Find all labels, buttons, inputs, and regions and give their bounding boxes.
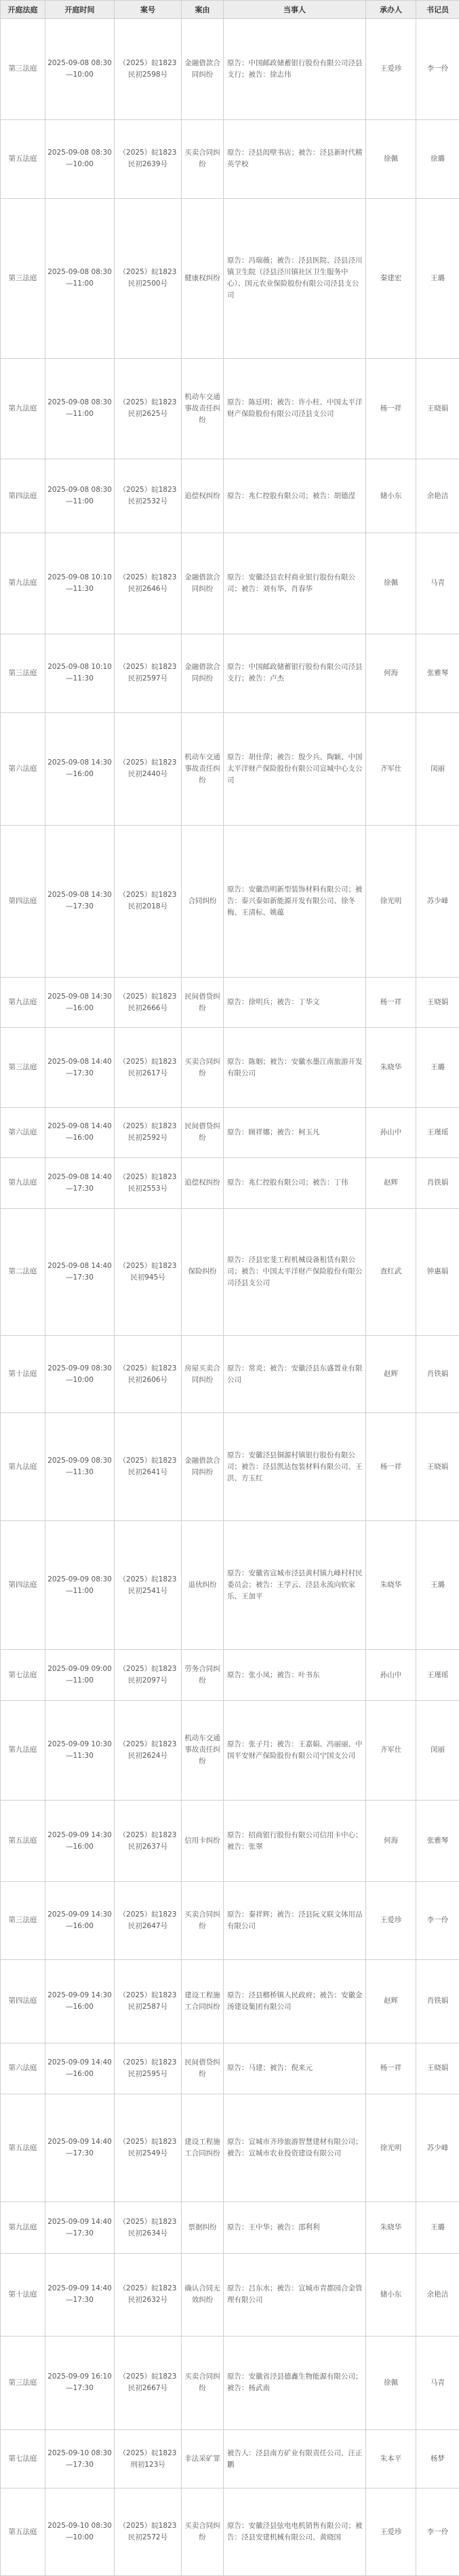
cell-time: 2025-09-09 16:10—17:30 [45, 2336, 115, 2430]
cell-court: 第九法庭 [1, 533, 45, 634]
cell-clerk: 王瑾瑶 [416, 1650, 459, 1700]
table-row [1, 634, 459, 712]
cell-judge: 杨一祥 [366, 1413, 416, 1521]
cell-court: 第五法庭 [1, 1801, 45, 1882]
cell-court: 第七法庭 [1, 1650, 45, 1700]
table-row [1, 1650, 459, 1700]
table-row [1, 978, 459, 1028]
header-row [1, 1, 459, 19]
cell-court: 第四法庭 [1, 1521, 45, 1650]
cell-cause: 金融借款合同纠纷 [182, 1413, 224, 1521]
cell-clerk: 王璐 [416, 1521, 459, 1650]
cell-judge: 赵辉 [366, 1959, 416, 2043]
cell-case-no: （2025）皖1823民初2592号 [115, 1107, 182, 1157]
cell-time: 2025-09-08 14:30—16:00 [45, 978, 115, 1028]
cell-judge: 查红武 [366, 1208, 416, 1335]
cell-time: 2025-09-08 08:30—10:00 [45, 19, 115, 120]
table-row [1, 2253, 459, 2336]
cell-cause: 追偿权纠纷 [182, 459, 224, 533]
cell-cause: 票据纠纷 [182, 2202, 224, 2254]
cell-cause: 追偿权纠纷 [182, 1158, 224, 1208]
cell-judge: 赵辉 [366, 1335, 416, 1412]
cell-cause: 买卖合同纠纷 [182, 2488, 224, 2576]
cell-clerk: 李一伶 [416, 1882, 459, 1959]
cell-clerk: 张雅琴 [416, 1801, 459, 1882]
cell-parties: 原告：顾祥娜；被告：柯玉凡 [224, 1107, 366, 1157]
cell-court: 第九法庭 [1, 2202, 45, 2254]
cell-judge: 徐佩 [366, 533, 416, 634]
cell-cause: 建设工程施工合同纠纷 [182, 1959, 224, 2043]
cell-parties: 原告：招商银行股份有限公司信用卡中心；被告：张翠 [224, 1801, 366, 1882]
cell-court: 第七法庭 [1, 2430, 45, 2488]
cell-case-no: （2025）皖1823民初2634号 [115, 2202, 182, 2254]
cell-cause: 机动车交通事故责任纠纷 [182, 712, 224, 825]
cell-time: 2025-09-08 14:30—17:30 [45, 825, 115, 978]
cell-time: 2025-09-08 10:10—11:30 [45, 634, 115, 712]
col-header-time: 开庭时间 [45, 1, 115, 19]
cell-case-no: （2025）皖1823民初2500号 [115, 198, 182, 358]
cell-case-no: （2025）皖1823刑初123号 [115, 2430, 182, 2488]
cell-case-no: （2025）皖1823民初2532号 [115, 459, 182, 533]
cell-court: 第九法庭 [1, 978, 45, 1028]
cell-clerk: 王晓娟 [416, 358, 459, 459]
cell-case-no: （2025）皖1823民初2587号 [115, 1959, 182, 2043]
cell-cause: 退伙纠纷 [182, 1521, 224, 1650]
cell-court: 第三法庭 [1, 2336, 45, 2430]
cell-cause: 金融借款合同纠纷 [182, 533, 224, 634]
cell-parties: 原告：徐明兵；被告：丁华文 [224, 978, 366, 1028]
cell-cause: 买卖合同纠纷 [182, 1882, 224, 1959]
cell-judge: 朱晓华 [366, 1521, 416, 1650]
cell-cause: 买卖合同纠纷 [182, 1028, 224, 1107]
table-row [1, 1028, 459, 1107]
cell-court: 第六法庭 [1, 1107, 45, 1157]
cell-clerk: 马青 [416, 2336, 459, 2430]
table-row [1, 1882, 459, 1959]
cell-parties: 原告：泾县闳壁书店；被告：泾县新时代精英学校 [224, 119, 366, 198]
cell-clerk: 肖铁娟 [416, 1158, 459, 1208]
cell-parties: 原告：陈廷明；被告：许小柱、中国太平洋财产保险股份有限公司泾县支公司 [224, 358, 366, 459]
cell-parties: 原告：泾县榔桥镇人民政府；被告：安徽金汤建设集团有限公司 [224, 1959, 366, 2043]
cell-judge: 齐军仕 [366, 712, 416, 825]
cell-judge: 王爱珍 [366, 1882, 416, 1959]
cell-case-no: （2025）皖1823民初2549号 [115, 2094, 182, 2202]
table-row [1, 1959, 459, 2043]
cell-cause: 信用卡纠纷 [182, 1801, 224, 1882]
table-row [1, 1208, 459, 1335]
cell-parties: 原告：秦祥辉；被告：泾县阮义联文体用品有限公司 [224, 1882, 366, 1959]
cell-case-no: （2025）皖1823民初2632号 [115, 2253, 182, 2336]
cell-judge: 何海 [366, 634, 416, 712]
cell-time: 2025-09-09 14:40—17:30 [45, 2094, 115, 2202]
cell-court: 第六法庭 [1, 2043, 45, 2094]
cell-court: 第四法庭 [1, 459, 45, 533]
cell-clerk: 王璐 [416, 2202, 459, 2254]
cell-case-no: （2025）皖1823民初2597号 [115, 634, 182, 712]
cell-clerk: 杨梦 [416, 2430, 459, 2488]
cell-clerk: 王晓娟 [416, 1413, 459, 1521]
cell-cause: 机动车交通事故责任纠纷 [182, 1700, 224, 1800]
cell-parties: 被告人：泾县南方矿业有限责任公司、汪正鹏 [224, 2430, 366, 2488]
cell-parties: 原告：安徽泾县农村商业银行股份有限公司；被告：刘有华、肖春华 [224, 533, 366, 634]
cell-time: 2025-09-09 14:30—16:00 [45, 1801, 115, 1882]
cell-time: 2025-09-09 14:40—17:30 [45, 2253, 115, 2336]
cell-court: 第九法庭 [1, 1413, 45, 1521]
cell-case-no: （2025）皖1823民初945号 [115, 1208, 182, 1335]
cell-parties: 原告：中国邮政储蓄银行股份有限公司泾县支行；被告：徐志伟 [224, 19, 366, 120]
cell-judge: 赵辉 [366, 1158, 416, 1208]
cell-time: 2025-09-09 14:30—16:00 [45, 1882, 115, 1959]
cell-cause: 金融借款合同纠纷 [182, 19, 224, 120]
table-row [1, 825, 459, 978]
table-row [1, 198, 459, 358]
table-row [1, 2043, 459, 2094]
cell-parties: 原告：安徽泾县弦电电机销售有限公司；被告：泾县安建机械有限公司、黄晓国 [224, 2488, 366, 2576]
cell-judge: 王爱珍 [366, 2488, 416, 2576]
cell-case-no: （2025）皖1823民初2624号 [115, 1700, 182, 1800]
cell-clerk: 王晓娟 [416, 2043, 459, 2094]
cell-clerk: 肖铁娟 [416, 1959, 459, 2043]
cell-parties: 原告：陈姻；被告：安徽水墨江南旅游开发有限公司 [224, 1028, 366, 1107]
cell-time: 2025-09-08 14:40—17:30 [45, 1208, 115, 1335]
cell-time: 2025-09-10 08:30—10:00 [45, 2488, 115, 2576]
table-row [1, 2336, 459, 2430]
cell-court: 第九法庭 [1, 1158, 45, 1208]
cell-judge: 朱晓华 [366, 1028, 416, 1107]
cell-parties: 原告：王中华；被告：邵利利 [224, 2202, 366, 2254]
cell-court: 第三法庭 [1, 19, 45, 120]
cell-judge: 杨一祥 [366, 2043, 416, 2094]
cell-case-no: （2025）皖1823民初2641号 [115, 1413, 182, 1521]
col-header-court: 开庭法庭 [1, 1, 45, 19]
cell-clerk: 闵丽 [416, 712, 459, 825]
col-header-judge: 承办人 [366, 1, 416, 19]
cell-time: 2025-09-09 14:40—17:30 [45, 2202, 115, 2254]
cell-case-no: （2025）皖1823民初2595号 [115, 2043, 182, 2094]
cell-judge: 徐佩 [366, 2336, 416, 2430]
table-row [1, 119, 459, 198]
cell-time: 2025-09-09 14:30—16:00 [45, 1959, 115, 2043]
cell-judge: 朱晓华 [366, 2202, 416, 2254]
cell-clerk: 闵丽 [416, 1700, 459, 1800]
table-row [1, 1700, 459, 1800]
cell-cause: 房屋买卖合同纠纷 [182, 1335, 224, 1412]
cell-clerk: 肖铁娟 [416, 1335, 459, 1412]
cell-parties: 原告：兆仁控股有限公司；被告：丁伟 [224, 1158, 366, 1208]
cell-cause: 健康权纠纷 [182, 198, 224, 358]
cell-case-no: （2025）皖1823民初2598号 [115, 19, 182, 120]
table-row [1, 1107, 459, 1157]
cell-clerk: 钟惠娟 [416, 1208, 459, 1335]
cell-case-no: （2025）皖1823民初2018号 [115, 825, 182, 978]
cell-court: 第三法庭 [1, 634, 45, 712]
cell-clerk: 余艳洁 [416, 459, 459, 533]
table-row [1, 1413, 459, 1521]
cell-cause: 机动车交通事故责任纠纷 [182, 358, 224, 459]
cell-parties: 原告：安徽泾县铜源村镇银行股份有限公司；被告：泾县凯达包装材料有限公司、王洪、方玉红 [224, 1413, 366, 1521]
cell-case-no: （2025）皖1823民初2647号 [115, 1882, 182, 1959]
cell-cause: 合同纠纷 [182, 825, 224, 978]
col-header-case-no: 案号 [115, 1, 182, 19]
cell-time: 2025-09-09 14:40—16:00 [45, 2043, 115, 2094]
cell-parties: 原告：安徽浩明新型装饰材料有限公司；被告：泰兴泰如新能源开发有限公司、徐冬梅、王清标、姚蕴 [224, 825, 366, 978]
cell-cause: 确认合同无效纠纷 [182, 2253, 224, 2336]
cell-clerk: 王璐 [416, 198, 459, 358]
cell-court: 第三法庭 [1, 1028, 45, 1107]
cell-judge: 孙山中 [366, 1650, 416, 1700]
cell-time: 2025-09-09 08:30—10:00 [45, 1335, 115, 1412]
cell-judge: 何海 [366, 1801, 416, 1882]
cell-case-no: （2025）皖1823民初2637号 [115, 1801, 182, 1882]
cell-judge: 杨一祥 [366, 358, 416, 459]
cell-court: 第九法庭 [1, 1700, 45, 1800]
cell-court: 第五法庭 [1, 119, 45, 198]
cell-cause: 民间借贷纠纷 [182, 1107, 224, 1157]
cell-case-no: （2025）皖1823民初2541号 [115, 1521, 182, 1650]
cell-cause: 民间借贷纠纷 [182, 2043, 224, 2094]
cell-judge: 储小东 [366, 459, 416, 533]
cell-parties: 原告：胡仕萍；被告：殷少兵、陶颖、中国太平洋财产保险股份有限公司宣城中心支公司 [224, 712, 366, 825]
cell-court: 第四法庭 [1, 1959, 45, 2043]
cell-judge: 孙山中 [366, 1107, 416, 1157]
cell-parties: 原告：常炎；被告：安徽泾县东盛置业有限公司 [224, 1335, 366, 1412]
table-row [1, 712, 459, 825]
cell-time: 2025-09-08 14:40—17:30 [45, 1028, 115, 1107]
cell-judge: 王爱珍 [366, 19, 416, 120]
cell-judge: 齐军仕 [366, 1700, 416, 1800]
cell-time: 2025-09-08 08:30—11:00 [45, 459, 115, 533]
cell-parties: 原告：安徽省泾县德鑫生物能源有限公司；被告：杨武南 [224, 2336, 366, 2430]
cell-court: 第三法庭 [1, 1882, 45, 1959]
cell-clerk: 马青 [416, 533, 459, 634]
cell-judge: 徐光明 [366, 825, 416, 978]
cell-clerk: 张雅琴 [416, 634, 459, 712]
table-row [1, 1335, 459, 1412]
cell-court: 第九法庭 [1, 358, 45, 459]
cell-clerk: 李一伶 [416, 2488, 459, 2576]
cell-parties: 原告：张小凤；被告：叶书东 [224, 1650, 366, 1700]
cell-clerk: 苏少峰 [416, 825, 459, 978]
table-row [1, 2430, 459, 2488]
cell-judge: 秦建宏 [366, 198, 416, 358]
cell-clerk: 徐璐 [416, 119, 459, 198]
cell-court: 第六法庭 [1, 712, 45, 825]
cell-time: 2025-09-08 14:40—16:00 [45, 1107, 115, 1157]
cell-parties: 原告：泾县宏斐工程机械设备租赁有限公司；被告：中国太平洋财产保险股份有限公司泾县支公司 [224, 1208, 366, 1335]
cell-parties: 原告：马建；被告：倪来元 [224, 2043, 366, 2094]
cell-parties: 原告：吕东水；被告：宣城市青都园合金管理有限公司 [224, 2253, 366, 2336]
cell-case-no: （2025）皖1823民初2666号 [115, 978, 182, 1028]
cell-court: 第五法庭 [1, 2094, 45, 2202]
cell-judge: 杨一祥 [366, 978, 416, 1028]
col-header-parties: 当事人 [224, 1, 366, 19]
table-row [1, 2202, 459, 2254]
cell-cause: 建设工程施工合同纠纷 [182, 2094, 224, 2202]
cell-time: 2025-09-08 14:40—17:30 [45, 1158, 115, 1208]
cell-clerk: 王璐 [416, 1028, 459, 1107]
cell-cause: 买卖合同纠纷 [182, 2336, 224, 2430]
table-row [1, 2488, 459, 2576]
cell-court: 第五法庭 [1, 2488, 45, 2576]
cell-clerk: 王晓娟 [416, 978, 459, 1028]
cell-cause: 保险纠纷 [182, 1208, 224, 1335]
table-row [1, 1521, 459, 1650]
cell-cause: 金融借款合同纠纷 [182, 634, 224, 712]
cell-case-no: （2025）皖1823民初2646号 [115, 533, 182, 634]
table-row [1, 459, 459, 533]
cell-parties: 原告：张子月；被告：王嘉娟、冯丽丽、中国平安财产保险股份有限公司宁国支公司 [224, 1700, 366, 1800]
cell-time: 2025-09-08 14:30—16:00 [45, 712, 115, 825]
cell-case-no: （2025）皖1823民初2667号 [115, 2336, 182, 2430]
cell-court: 第十法庭 [1, 1335, 45, 1412]
table-row [1, 1801, 459, 1882]
cell-case-no: （2025）皖1823民初2553号 [115, 1158, 182, 1208]
cell-cause: 非法采矿罪 [182, 2430, 224, 2488]
cell-cause: 劳务合同纠纷 [182, 1650, 224, 1700]
cell-case-no: （2025）皖1823民初2606号 [115, 1335, 182, 1412]
cell-parties: 原告：宣城市齐珍旅游智慧建材有限公司；被告：宣城市农业投资建设有限公司 [224, 2094, 366, 2202]
cell-cause: 买卖合同纠纷 [182, 119, 224, 198]
cell-case-no: （2025）皖1823民初2572号 [115, 2488, 182, 2576]
cell-time: 2025-09-08 08:30—11:00 [45, 198, 115, 358]
cell-clerk: 苏少峰 [416, 2094, 459, 2202]
cell-time: 2025-09-09 08:30—11:30 [45, 1413, 115, 1521]
cell-time: 2025-09-09 10:30—11:30 [45, 1700, 115, 1800]
cell-clerk: 李一伶 [416, 19, 459, 120]
cell-clerk: 王瑾瑶 [416, 1107, 459, 1157]
cell-time: 2025-09-08 08:30—10:00 [45, 119, 115, 198]
col-header-cause: 案由 [182, 1, 224, 19]
cell-time: 2025-09-10 08:30—17:30 [45, 2430, 115, 2488]
cell-judge: 徐佩 [366, 119, 416, 198]
cell-time: 2025-09-08 10:10—11:30 [45, 533, 115, 634]
cell-parties: 原告：兆仁控股有限公司；被告：胡德滢 [224, 459, 366, 533]
cell-judge: 储小东 [366, 2253, 416, 2336]
cell-case-no: （2025）皖1823民初2625号 [115, 358, 182, 459]
cell-court: 第四法庭 [1, 825, 45, 978]
cell-parties: 原告：中国邮政储蓄银行股份有限公司泾县支行；被告：卢杰 [224, 634, 366, 712]
table-row [1, 358, 459, 459]
cell-time: 2025-09-08 08:30—11:00 [45, 358, 115, 459]
cell-court: 第十法庭 [1, 2253, 45, 2336]
table-row [1, 2094, 459, 2202]
cell-parties: 原告：安徽省宣城市泾县黄村镇九峰村村民委员会；被告：王学云、泾县永流向软家乐、王加平 [224, 1521, 366, 1650]
cell-clerk: 余艳洁 [416, 2253, 459, 2336]
col-header-clerk: 书记员 [416, 1, 459, 19]
cell-time: 2025-09-09 08:30—11:00 [45, 1521, 115, 1650]
cell-judge: 朱本平 [366, 2430, 416, 2488]
cell-court: 第二法庭 [1, 1208, 45, 1335]
cell-court: 第三法庭 [1, 198, 45, 358]
cell-time: 2025-09-09 09:00—11:00 [45, 1650, 115, 1700]
table-row [1, 1158, 459, 1208]
cell-case-no: （2025）皖1823民初2639号 [115, 119, 182, 198]
cell-judge: 徐光明 [366, 2094, 416, 2202]
cell-cause: 民间借贷纠纷 [182, 978, 224, 1028]
table-row [1, 19, 459, 120]
cell-case-no: （2025）皖1823民初2097号 [115, 1650, 182, 1700]
table-row [1, 533, 459, 634]
cell-parties: 原告：冯瑞薇；被告：泾县医院、泾县泾川镇卫生院（泾县泾川镇社区卫生服务中心）、国元农业保险股份有限公司泾县支公司 [224, 198, 366, 358]
cell-case-no: （2025）皖1823民初2617号 [115, 1028, 182, 1107]
cell-case-no: （2025）皖1823民初2440号 [115, 712, 182, 825]
